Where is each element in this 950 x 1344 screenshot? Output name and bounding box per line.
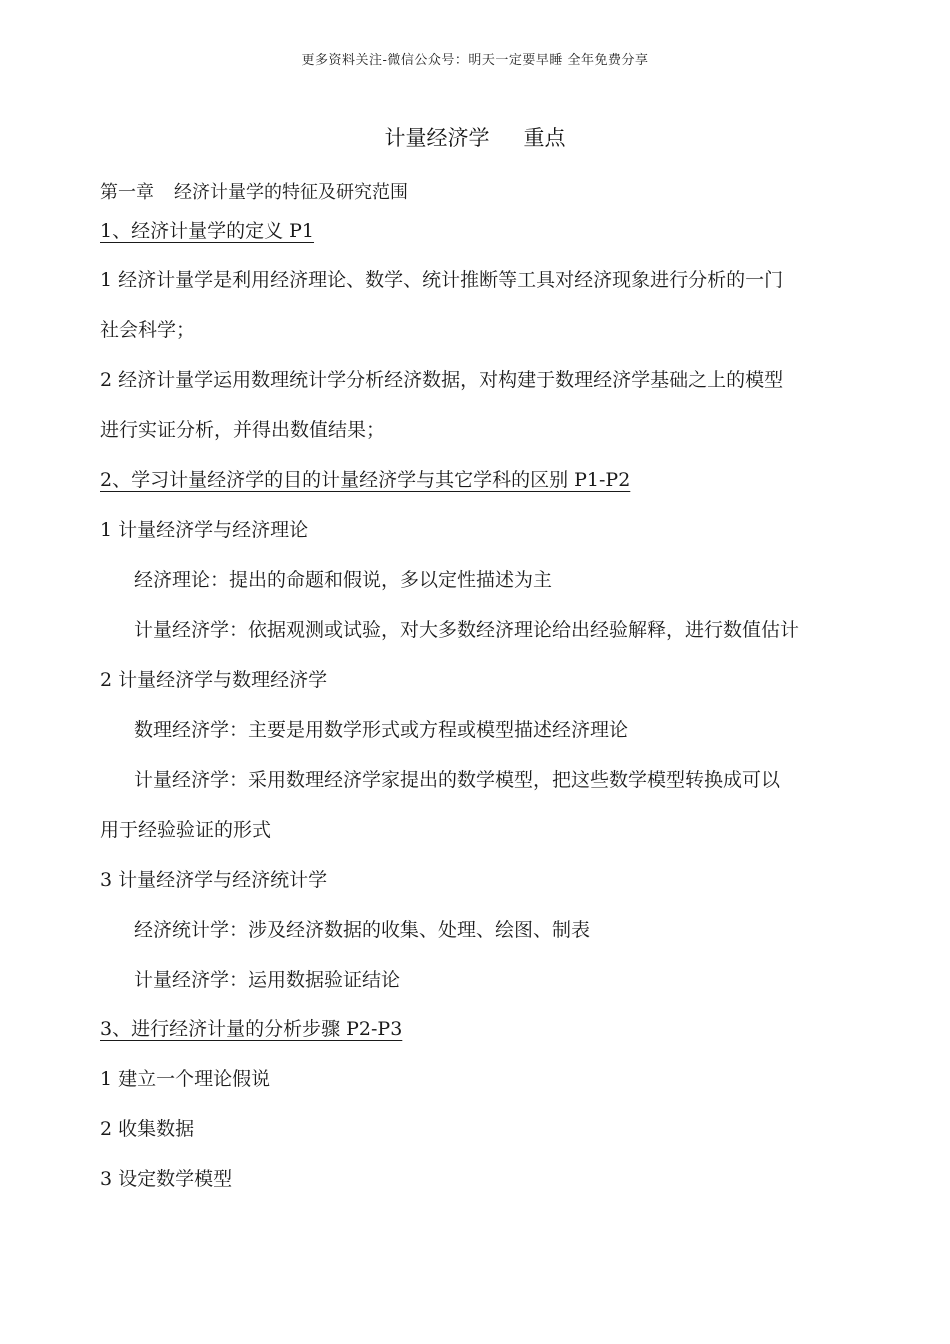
chapter-heading	[100, 180, 408, 206]
paragraph-line: 2 经济计量学运用数理统计学分析经济数据，对构建于数理经济学基础之上的模型	[100, 369, 784, 391]
indented-line: 经济统计学：涉及经济数据的收集、处理、绘图、制表	[134, 919, 591, 941]
chapter-label: 第一章	[100, 182, 154, 203]
document-title	[0, 122, 950, 152]
section-heading-steps: 3、进行经济计量的分析步骤 P2-P3	[100, 1018, 403, 1040]
paragraph-line: 进行实证分析，并得出数值结果；	[100, 419, 386, 441]
paragraph-line: 1 经济计量学是利用经济理论、数学、统计推断等工具对经济现象进行分析的一门	[100, 269, 784, 291]
section-heading-purpose: 2、学习计量经济学的目的计量经济学与其它学科的区别 P1-P2	[100, 469, 631, 491]
indented-line: 计量经济学：依据观测或试验，对大多数经济理论给出经验解释，进行数值估计	[134, 619, 800, 641]
indented-line: 经济理论：提出的命题和假说，多以定性描述为主	[134, 569, 553, 591]
indented-line: 计量经济学：采用数理经济学家提出的数学模型，把这些数学模型转换成可以	[134, 769, 781, 791]
paragraph-line: 社会科学；	[100, 319, 196, 341]
indented-line: 数理经济学：主要是用数学形式或方程或模型描述经济理论	[134, 719, 629, 741]
subheading-line: 2 计量经济学与数理经济学	[100, 669, 328, 691]
subheading-line: 3 计量经济学与经济统计学	[100, 869, 328, 891]
section-heading-definition: 1、经济计量学的定义 P1	[100, 220, 315, 242]
paragraph-line: 用于经验验证的形式	[100, 819, 272, 841]
list-item: 3 设定数学模型	[100, 1168, 233, 1190]
header-note: 更多资料关注-微信公众号：明天一定要早睡 全年免费分享	[301, 53, 649, 68]
list-item: 1 建立一个理论假说	[100, 1068, 271, 1090]
chapter-name: 经济计量学的特征及研究范围	[174, 182, 408, 203]
indented-line: 计量经济学：运用数据验证结论	[134, 969, 401, 991]
subheading-line: 1 计量经济学与经济理论	[100, 519, 309, 541]
document-title-sub: 重点	[523, 126, 566, 150]
list-item: 2 收集数据	[100, 1118, 195, 1140]
document-title-main: 计量经济学	[384, 126, 490, 150]
